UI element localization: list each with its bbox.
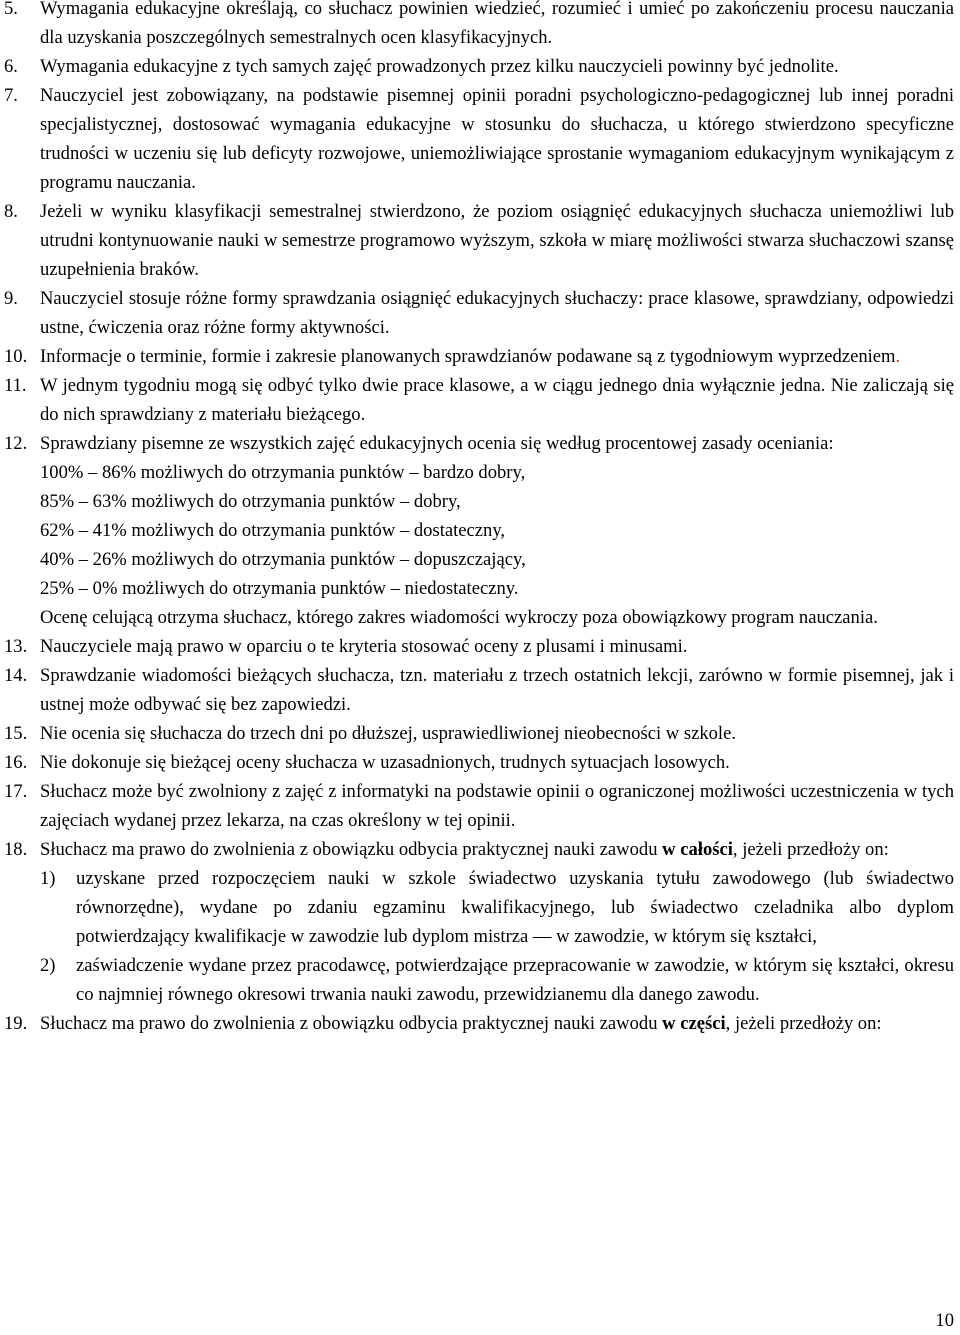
list-item [4, 342, 954, 371]
item-text: Słuchacz może być zwolniony z zajęć z informatyki na podstawie opinii o ograniczonej możliwości uczestniczenia w tych zajęciach wydanej przez lekarza, na czas określony w tej opinii. [40, 781, 954, 831]
list-item [4, 197, 954, 284]
list-item [4, 284, 954, 342]
item-number: 14. [4, 665, 28, 686]
sub-item-text: zaświadczenie wydane przez pracodawcę, potwierdzające przepracowanie w zawodzie, w którym się kształci, okresu co najmniej równego okresowi trwania nauki zawodu, przewidzianemu dla danego zawodu. [76, 955, 954, 1005]
sub-item-number: 2) [40, 955, 56, 976]
item-number: 7. [4, 85, 18, 106]
item-text: Wymagania edukacyjne określają, co słuchacz powinien wiedzieć, rozumieć i umieć po zakończeniu procesu nauczania dla uzyskania poszczególnych semestralnych ocen klasyfikacyjnych. [40, 0, 954, 48]
item-number: 6. [4, 56, 18, 77]
item-text: Jeżeli w wyniku klasyfikacji semestralnej stwierdzono, że poziom osiągnięć edukacyjnych słuchacza uniemożliwi lub utrudni kontynuowanie nauki w semestrze programowo wyższym, szkoła w miarę możliwości stwarza słuchaczowi szansę uzupełnienia braków. [40, 201, 954, 280]
item-text [40, 429, 954, 632]
grading-scale-line: 85% – 63% możliwych do otrzymania punktów – dobry, [40, 491, 461, 512]
item-text: Nie dokonuje się bieżącej oceny słuchacza w uzasadnionych, trudnych sytuacjach losowych. [40, 752, 730, 773]
sub-item-number: 1) [40, 868, 56, 889]
item-number: 15. [4, 723, 28, 744]
item-text-intro: Sprawdziany pisemne ze wszystkich zajęć edukacyjnych ocenia się według procentowej zasady oceniania: [40, 433, 834, 454]
item-text-part: Słuchacz ma prawo do zwolnienia z obowiązku odbycia praktycznej nauki zawodu [40, 1013, 663, 1034]
grading-scale-line: 62% – 41% możliwych do otrzymania punktów – dostateczny, [40, 520, 506, 541]
item-text-part: Słuchacz ma prawo do zwolnienia z obowiązku odbycia praktycznej nauki zawodu [40, 839, 663, 860]
item-number: 12. [4, 433, 28, 454]
item-number: 9. [4, 288, 18, 309]
emphasis-text: w całości [662, 839, 733, 860]
sub-list-item [40, 951, 954, 1009]
item-text: Wymagania edukacyjne z tych samych zajęć prowadzonych przez kilku nauczycieli powinny być jednolite. [40, 56, 839, 77]
item-text-main: Informacje o terminie, formie i zakresie planowanych sprawdzianów podawane są z tygodniowym wyprzedzeniem [40, 346, 896, 367]
document-body [4, 0, 954, 1038]
sub-list-item [40, 864, 954, 951]
item-number: 18. [4, 839, 28, 860]
item-number: 5. [4, 0, 18, 19]
list-item [4, 835, 954, 1009]
item-text: Nauczyciel jest zobowiązany, na podstawie pisemnej opinii poradni psychologiczno-pedagogicznej lub innej poradni specjalistycznej, dostosować wymagania edukacyjne w stosunku do słuchacza, u którego stwierdzono specyficzne trudności w uczeniu się lub deficyty rozwojowe, uniemożliwiające sprostanie wymaganiom edukacyjnym wynikającym z programu nauczania. [40, 85, 954, 193]
grading-scale-line: 25% – 0% możliwych do otrzymania punktów – niedostateczny. [40, 578, 519, 599]
list-item [4, 719, 954, 748]
list-item [4, 777, 954, 835]
list-item [4, 1009, 954, 1038]
list-item [4, 81, 954, 197]
list-item [4, 52, 954, 81]
item-number: 10. [4, 346, 28, 367]
list-item [4, 748, 954, 777]
item-text-tail: . [895, 346, 901, 367]
item-number: 11. [4, 375, 27, 396]
emphasis-text: w części [662, 1013, 726, 1034]
item-number: 16. [4, 752, 28, 773]
item-text: Nauczyciele mają prawo w oparciu o te kryteria stosować oceny z plusami i minusami. [40, 636, 688, 657]
list-item [4, 0, 954, 52]
item-text-part: , jeżeli przedłoży on: [725, 1013, 882, 1034]
item-number: 8. [4, 201, 18, 222]
item-text [40, 1009, 954, 1038]
item-number: 13. [4, 636, 28, 657]
list-item [4, 632, 954, 661]
item-text: Sprawdzanie wiadomości bieżących słuchacza, tzn. materiału z trzech ostatnich lekcji, zarówno w formie pisemnej, jak i ustnej może odbywać się bez zapowiedzi. [40, 665, 954, 715]
list-item [4, 371, 954, 429]
list-item [4, 429, 954, 632]
grading-note: Ocenę celującą otrzyma słuchacz, którego zakres wiadomości wykroczy poza obowiązkowy program nauczania. [40, 607, 878, 628]
sub-item-text: uzyskane przed rozpoczęciem nauki w szkole świadectwo uzyskania tytułu zawodowego (lub świadectwo równorzędne), wydane po zdaniu egzaminu kwalifikacyjnego, lub świadectwo czeladnika albo dyplom potwierdzający kwalifikacje w zawodzie lub dyplom mistrza — w zawodzie, w którym się kształci, [76, 868, 954, 947]
item-number: 17. [4, 781, 28, 802]
grading-scale-line: 40% – 26% możliwych do otrzymania punktów – dopuszczający, [40, 549, 526, 570]
item-text [40, 835, 954, 1009]
grading-scale-line: 100% – 86% możliwych do otrzymania punktów – bardzo dobry, [40, 462, 526, 483]
item-text: W jednym tygodniu mogą się odbyć tylko dwie prace klasowe, a w ciągu jednego dnia wyłącznie jedna. Nie zaliczają się do nich sprawdziany z materiału bieżącego. [40, 375, 954, 425]
list-item [4, 661, 954, 719]
item-text [40, 342, 954, 371]
item-number: 19. [4, 1013, 28, 1034]
page-number: 10 [935, 1310, 954, 1331]
item-text-part: , jeżeli przedłoży on: [732, 839, 889, 860]
item-text: Nauczyciel stosuje różne formy sprawdzania osiągnięć edukacyjnych słuchaczy: prace klasowe, sprawdziany, odpowiedzi ustne, ćwiczenia oraz różne formy aktywności. [40, 288, 954, 338]
item-text: Nie ocenia się słuchacza do trzech dni po dłuższej, usprawiedliwionej nieobecności w szkole. [40, 723, 736, 744]
